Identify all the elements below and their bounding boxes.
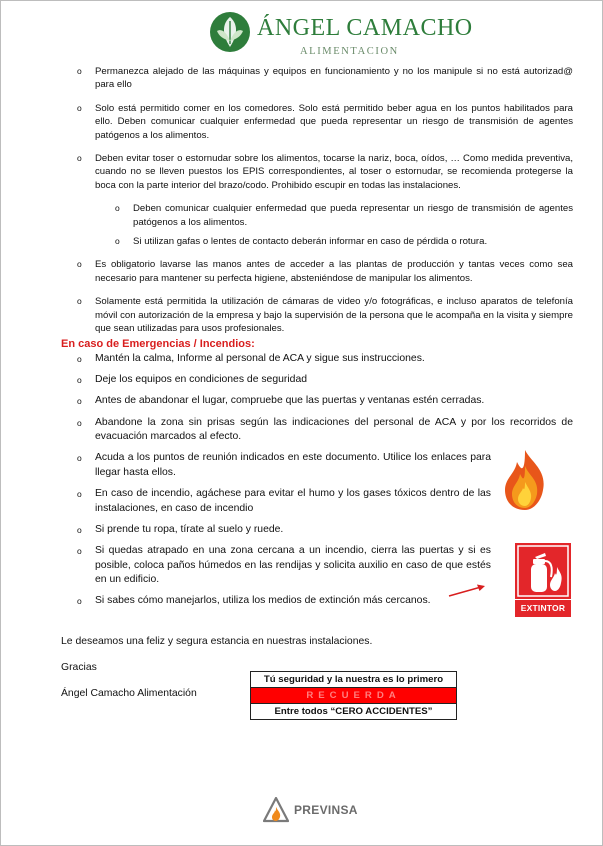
emergency-item: o Deje los equipos en condiciones de seguridad [61, 373, 573, 388]
previnsa-flame-icon [263, 797, 289, 825]
fire-icon [497, 448, 553, 512]
farewell-text: Le deseamos una feliz y segura estancia en nuestras instalaciones. [61, 636, 373, 647]
rules-list [61, 65, 573, 346]
rule-item: o Permanezca alejado de las máquinas y equipos en funcionamiento y no los manipule si no está autorizad@ para ello [61, 65, 573, 92]
emergency-item: o Si quedas atrapado en una zona cercana a un incendio, cierra las puertas y si es posible, coloca paños húmedos en las rendijas y solicita auxilio en caso de que estés en un edificio. [61, 544, 491, 588]
brand-subtitle: ALIMENTACION [300, 46, 399, 57]
emergency-item: o Si prende tu ropa, tírate al suelo y ruede. [61, 523, 491, 538]
leaf-emblem-icon [209, 11, 251, 53]
brand-title: ÁNGEL CAMACHO [257, 15, 473, 41]
signature-text: Ángel Camacho Alimentación [61, 688, 197, 699]
emergency-item: o Abandone la zona sin prisas según las indicaciones del personal de ACA y por los recorridos de evacuación marcados al efecto. [61, 416, 573, 445]
rule-item: o Es obligatorio lavarse las manos antes de acceder a las plantas de producción y tantas veces como sea necesario para mantener su perfecta higiene, absteniéndose de manipular los alimentos. [61, 258, 573, 285]
extinguisher-sign [515, 543, 571, 617]
extinguisher-panel [515, 543, 571, 599]
arrow-icon [447, 583, 487, 599]
thanks-text: Gracias [61, 662, 97, 673]
previnsa-logo [263, 797, 363, 825]
rule-subitem: o Si utilizan gafas o lentes de contacto deberán informar en caso de pérdida o rotura. [61, 235, 573, 248]
rule-item: o Solamente está permitida la utilización de cámaras de video y/o fotográficas, e incluso aparatos de telefonía móvil con autorización de la empresa y bajo la supervisión de la persona que le acompaña en la visita y siempre que sean utilizadas para usos profesionales. [61, 295, 573, 335]
safety-motto-box [250, 671, 457, 720]
emergency-item: o Acuda a los puntos de reunión indicados en este documento. Utilice los enlaces para llegar hasta ellos. [61, 451, 491, 480]
emergency-item: o En caso de incendio, agáchese para evitar el humo y los gases tóxicos dentro de las instalaciones, en caso de incendio [61, 487, 491, 516]
rule-subitem: o Deben comunicar cualquier enfermedad que pueda representar un riesgo de transmisión de agentes patógenos a los alimentos. [61, 202, 573, 229]
extinguisher-label: EXTINTOR [515, 600, 571, 617]
rule-item: o Deben evitar toser o estornudar sobre los alimentos, tocarse la nariz, boca, oídos, … Como medida preventiva, cuando no se lleven puestos los EPIS correspondientes, al toser o estornudar, se recomienda protegerse la boca con la parte interior del brazo/codo. Prohibido escupir en todas las instalaciones. [61, 152, 573, 192]
motto-line-3: Entre todos “CERO ACCIDENTES” [274, 706, 433, 717]
motto-line-2: RECUERDA [251, 688, 456, 704]
company-logo [209, 9, 473, 61]
emergency-item: o Mantén la calma, Informe al personal de ACA y sigue sus instrucciones. [61, 352, 573, 367]
emergency-heading: En caso de Emergencias / Incendios: [61, 338, 255, 350]
previnsa-text: PREVINSA [294, 803, 358, 817]
motto-line-1: Tú seguridad y la nuestra es lo primero [251, 672, 456, 688]
emergency-item: o Antes de abandonar el lugar, compruebe que las puertas y ventanas estén cerradas. [61, 394, 573, 409]
rule-item: o Solo está permitido comer en los comedores. Solo está permitido beber agua en los puntos habilitados para ello. Deben comunicar cualquier enfermedad que pueda representar un riesgo de transmisión de agentes patógenos a los alimentos. [61, 102, 573, 142]
emergency-item: o Si sabes cómo manejarlos, utiliza los medios de extinción más cercanos. [61, 594, 491, 609]
fire-extinguisher-icon [515, 543, 571, 599]
